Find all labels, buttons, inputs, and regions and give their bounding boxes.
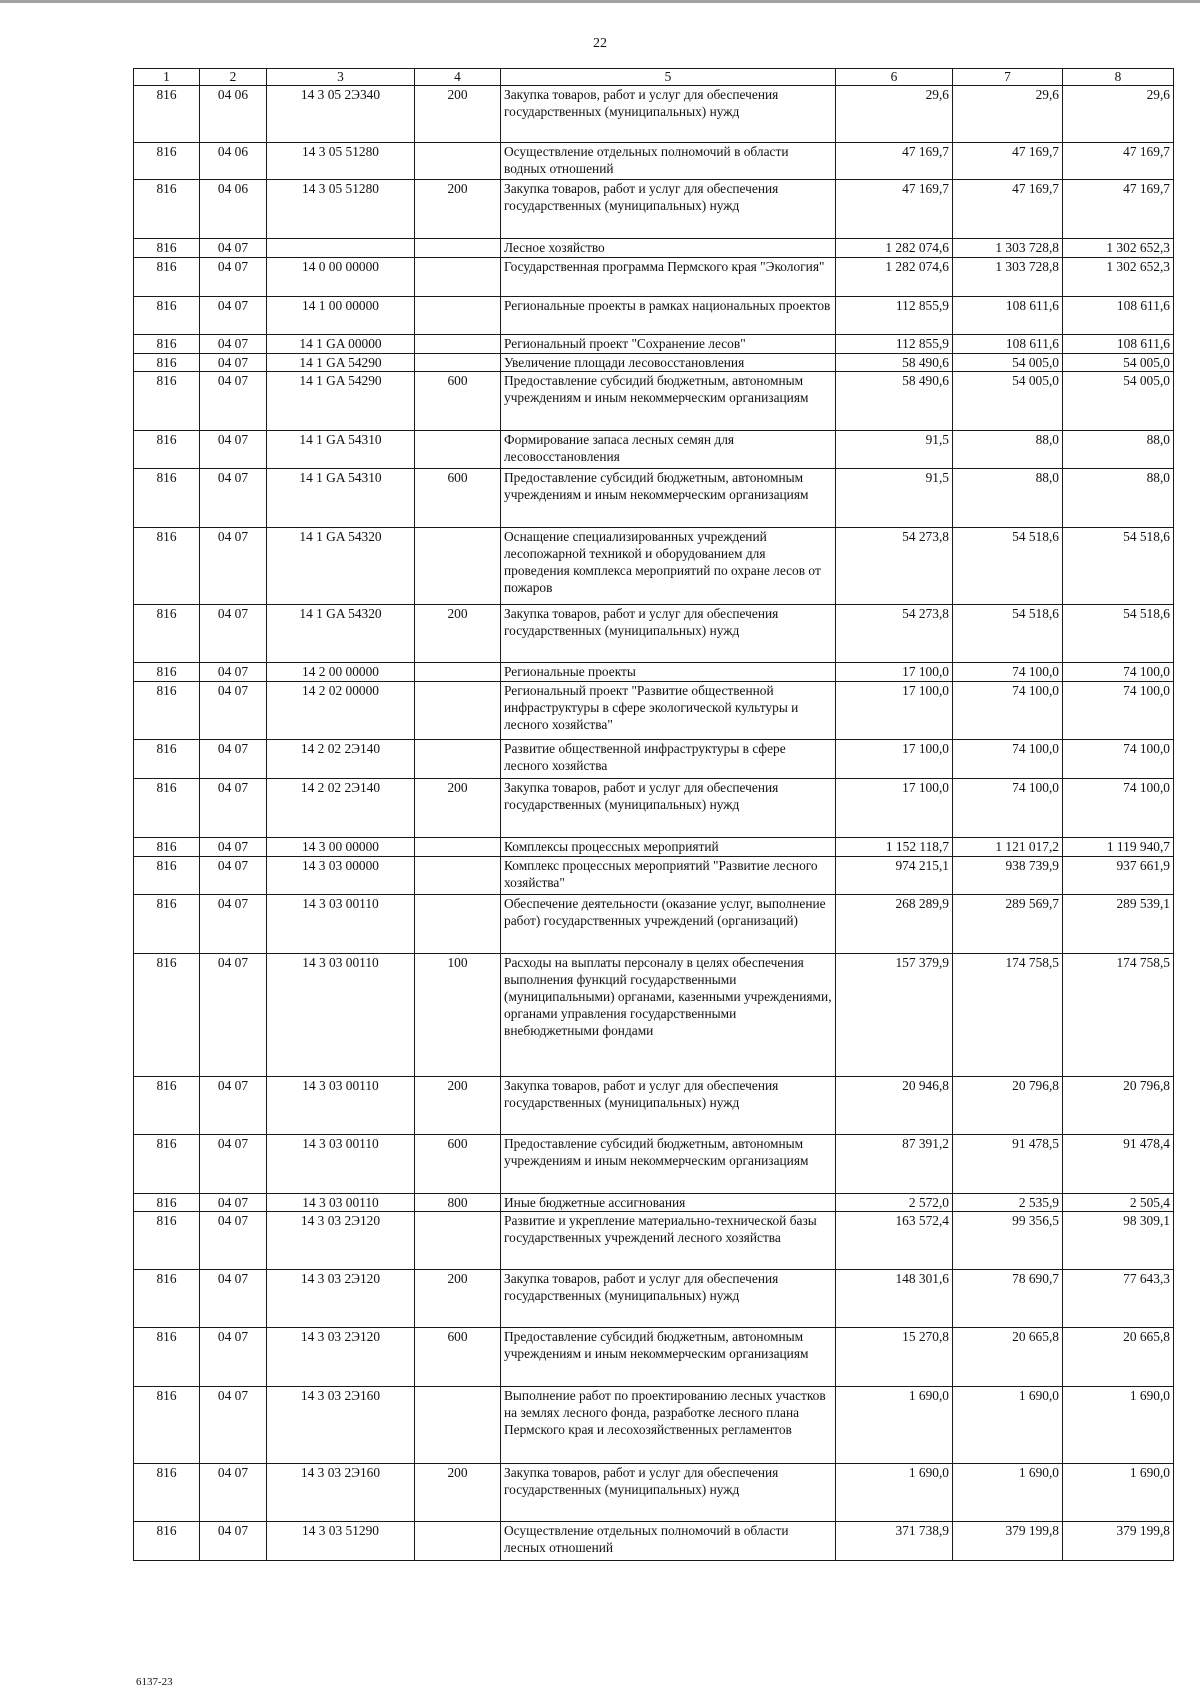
cell-ministry-code: 816 bbox=[134, 838, 200, 857]
cell-target-article: 14 0 00 00000 bbox=[267, 258, 415, 297]
cell-expense-type: 200 bbox=[415, 180, 501, 239]
cell-ministry-code: 816 bbox=[134, 857, 200, 895]
cell-ministry-code: 816 bbox=[134, 1270, 200, 1328]
cell-ministry-code: 816 bbox=[134, 239, 200, 258]
cell-description: Осуществление отдельных полномочий в области водных отношений bbox=[501, 143, 836, 180]
cell-amount-year3: 74 100,0 bbox=[1063, 740, 1174, 779]
cell-ministry-code: 816 bbox=[134, 372, 200, 431]
cell-description: Предоставление субсидий бюджетным, автономным учреждениям и иным некоммерческим организациям bbox=[501, 372, 836, 431]
cell-amount-year2: 54 005,0 bbox=[953, 372, 1063, 431]
document-code: 6137-23 bbox=[136, 1676, 173, 1688]
col-header-5: 5 bbox=[501, 69, 836, 86]
table-row bbox=[134, 1077, 1174, 1135]
cell-target-article: 14 3 03 2Э120 bbox=[267, 1212, 415, 1270]
cell-target-article: 14 1 GA 00000 bbox=[267, 335, 415, 354]
cell-amount-year1: 17 100,0 bbox=[836, 682, 953, 740]
cell-expense-type: 200 bbox=[415, 1464, 501, 1522]
cell-expense-type bbox=[415, 682, 501, 740]
cell-target-article: 14 3 03 00110 bbox=[267, 954, 415, 1077]
cell-description: Закупка товаров, работ и услуг для обеспечения государственных (муниципальных) нужд bbox=[501, 1077, 836, 1135]
cell-section-code: 04 07 bbox=[200, 1328, 267, 1387]
cell-expense-type bbox=[415, 1522, 501, 1561]
cell-description: Комплекс процессных мероприятий "Развитие лесного хозяйства" bbox=[501, 857, 836, 895]
cell-target-article: 14 1 GA 54310 bbox=[267, 469, 415, 528]
cell-amount-year1: 17 100,0 bbox=[836, 740, 953, 779]
cell-expense-type bbox=[415, 354, 501, 372]
col-header-2: 2 bbox=[200, 69, 267, 86]
cell-description: Лесное хозяйство bbox=[501, 239, 836, 258]
cell-expense-type bbox=[415, 297, 501, 335]
cell-amount-year3: 1 302 652,3 bbox=[1063, 258, 1174, 297]
cell-ministry-code: 816 bbox=[134, 469, 200, 528]
cell-target-article: 14 3 03 00110 bbox=[267, 1077, 415, 1135]
cell-description: Закупка товаров, работ и услуг для обеспечения государственных (муниципальных) нужд bbox=[501, 605, 836, 663]
budget-table bbox=[133, 68, 1174, 1561]
cell-target-article: 14 3 03 51290 bbox=[267, 1522, 415, 1561]
cell-amount-year1: 54 273,8 bbox=[836, 528, 953, 605]
table-row bbox=[134, 605, 1174, 663]
cell-description: Увеличение площади лесовосстановления bbox=[501, 354, 836, 372]
cell-section-code: 04 07 bbox=[200, 663, 267, 682]
cell-ministry-code: 816 bbox=[134, 1522, 200, 1561]
cell-amount-year1: 91,5 bbox=[836, 431, 953, 469]
cell-ministry-code: 816 bbox=[134, 1135, 200, 1194]
cell-amount-year2: 20 665,8 bbox=[953, 1328, 1063, 1387]
cell-description: Предоставление субсидий бюджетным, автономным учреждениям и иным некоммерческим организациям bbox=[501, 469, 836, 528]
cell-expense-type bbox=[415, 895, 501, 954]
cell-ministry-code: 816 bbox=[134, 1328, 200, 1387]
cell-section-code: 04 07 bbox=[200, 297, 267, 335]
cell-expense-type: 200 bbox=[415, 779, 501, 838]
cell-target-article: 14 3 03 00000 bbox=[267, 857, 415, 895]
cell-amount-year3: 54 005,0 bbox=[1063, 372, 1174, 431]
col-header-3: 3 bbox=[267, 69, 415, 86]
cell-ministry-code: 816 bbox=[134, 354, 200, 372]
cell-ministry-code: 816 bbox=[134, 258, 200, 297]
cell-section-code: 04 07 bbox=[200, 431, 267, 469]
col-header-8: 8 bbox=[1063, 69, 1174, 86]
cell-amount-year1: 20 946,8 bbox=[836, 1077, 953, 1135]
cell-expense-type bbox=[415, 143, 501, 180]
cell-target-article: 14 3 03 2Э160 bbox=[267, 1387, 415, 1464]
table-row bbox=[134, 1194, 1174, 1212]
cell-amount-year2: 379 199,8 bbox=[953, 1522, 1063, 1561]
cell-amount-year2: 54 518,6 bbox=[953, 528, 1063, 605]
table-row bbox=[134, 1464, 1174, 1522]
cell-amount-year1: 1 152 118,7 bbox=[836, 838, 953, 857]
cell-expense-type bbox=[415, 857, 501, 895]
cell-amount-year1: 112 855,9 bbox=[836, 335, 953, 354]
cell-expense-type bbox=[415, 740, 501, 779]
cell-amount-year2: 2 535,9 bbox=[953, 1194, 1063, 1212]
cell-expense-type: 600 bbox=[415, 469, 501, 528]
cell-amount-year2: 108 611,6 bbox=[953, 335, 1063, 354]
cell-description: Предоставление субсидий бюджетным, автономным учреждениям и иным некоммерческим организациям bbox=[501, 1135, 836, 1194]
table-row bbox=[134, 740, 1174, 779]
cell-amount-year2: 20 796,8 bbox=[953, 1077, 1063, 1135]
cell-description: Комплексы процессных мероприятий bbox=[501, 838, 836, 857]
cell-amount-year1: 17 100,0 bbox=[836, 663, 953, 682]
cell-amount-year3: 74 100,0 bbox=[1063, 682, 1174, 740]
cell-amount-year2: 174 758,5 bbox=[953, 954, 1063, 1077]
cell-amount-year3: 98 309,1 bbox=[1063, 1212, 1174, 1270]
cell-section-code: 04 07 bbox=[200, 895, 267, 954]
cell-target-article: 14 1 GA 54320 bbox=[267, 528, 415, 605]
cell-amount-year3: 54 518,6 bbox=[1063, 605, 1174, 663]
cell-expense-type: 200 bbox=[415, 86, 501, 143]
cell-ministry-code: 816 bbox=[134, 335, 200, 354]
cell-description: Обеспечение деятельности (оказание услуг, выполнение работ) государственных учреждений (организаций) bbox=[501, 895, 836, 954]
cell-target-article: 14 1 GA 54290 bbox=[267, 372, 415, 431]
cell-target-article: 14 3 03 2Э120 bbox=[267, 1328, 415, 1387]
cell-section-code: 04 07 bbox=[200, 682, 267, 740]
cell-section-code: 04 07 bbox=[200, 469, 267, 528]
cell-description: Оснащение специализированных учреждений лесопожарной техникой и оборудованием для проведения комплекса мероприятий по охране лесов от пожаров bbox=[501, 528, 836, 605]
cell-expense-type: 800 bbox=[415, 1194, 501, 1212]
cell-expense-type: 600 bbox=[415, 1135, 501, 1194]
cell-target-article: 14 1 GA 54290 bbox=[267, 354, 415, 372]
cell-amount-year2: 74 100,0 bbox=[953, 779, 1063, 838]
cell-section-code: 04 07 bbox=[200, 1077, 267, 1135]
cell-amount-year2: 47 169,7 bbox=[953, 143, 1063, 180]
cell-description: Закупка товаров, работ и услуг для обеспечения государственных (муниципальных) нужд bbox=[501, 1270, 836, 1328]
cell-amount-year1: 58 490,6 bbox=[836, 354, 953, 372]
table-row bbox=[134, 895, 1174, 954]
cell-section-code: 04 07 bbox=[200, 335, 267, 354]
cell-target-article bbox=[267, 239, 415, 258]
col-header-4: 4 bbox=[415, 69, 501, 86]
cell-amount-year3: 54 518,6 bbox=[1063, 528, 1174, 605]
table-row bbox=[134, 372, 1174, 431]
cell-amount-year2: 108 611,6 bbox=[953, 297, 1063, 335]
table-row bbox=[134, 954, 1174, 1077]
table-body bbox=[134, 86, 1174, 1561]
cell-ministry-code: 816 bbox=[134, 1194, 200, 1212]
cell-ministry-code: 816 bbox=[134, 143, 200, 180]
cell-amount-year1: 148 301,6 bbox=[836, 1270, 953, 1328]
cell-ministry-code: 816 bbox=[134, 954, 200, 1077]
cell-amount-year2: 99 356,5 bbox=[953, 1212, 1063, 1270]
cell-amount-year2: 1 303 728,8 bbox=[953, 258, 1063, 297]
cell-description: Формирование запаса лесных семян для лесовосстановления bbox=[501, 431, 836, 469]
cell-amount-year1: 91,5 bbox=[836, 469, 953, 528]
cell-ministry-code: 816 bbox=[134, 682, 200, 740]
table-row bbox=[134, 1328, 1174, 1387]
cell-section-code: 04 07 bbox=[200, 354, 267, 372]
cell-section-code: 04 07 bbox=[200, 779, 267, 838]
cell-amount-year2: 289 569,7 bbox=[953, 895, 1063, 954]
cell-amount-year1: 1 690,0 bbox=[836, 1464, 953, 1522]
table-row bbox=[134, 1212, 1174, 1270]
cell-ministry-code: 816 bbox=[134, 740, 200, 779]
cell-description: Предоставление субсидий бюджетным, автономным учреждениям и иным некоммерческим организациям bbox=[501, 1328, 836, 1387]
cell-expense-type bbox=[415, 239, 501, 258]
cell-amount-year3: 88,0 bbox=[1063, 431, 1174, 469]
cell-amount-year1: 2 572,0 bbox=[836, 1194, 953, 1212]
cell-section-code: 04 07 bbox=[200, 1194, 267, 1212]
cell-amount-year3: 379 199,8 bbox=[1063, 1522, 1174, 1561]
cell-section-code: 04 07 bbox=[200, 1135, 267, 1194]
cell-amount-year1: 17 100,0 bbox=[836, 779, 953, 838]
cell-expense-type: 600 bbox=[415, 1328, 501, 1387]
cell-expense-type bbox=[415, 528, 501, 605]
cell-section-code: 04 07 bbox=[200, 372, 267, 431]
cell-expense-type bbox=[415, 1387, 501, 1464]
table-row bbox=[134, 528, 1174, 605]
cell-amount-year2: 47 169,7 bbox=[953, 180, 1063, 239]
cell-amount-year3: 20 796,8 bbox=[1063, 1077, 1174, 1135]
cell-target-article: 14 1 GA 54320 bbox=[267, 605, 415, 663]
cell-expense-type: 200 bbox=[415, 1270, 501, 1328]
table-row bbox=[134, 663, 1174, 682]
cell-expense-type: 100 bbox=[415, 954, 501, 1077]
table-row bbox=[134, 258, 1174, 297]
cell-amount-year2: 1 690,0 bbox=[953, 1464, 1063, 1522]
cell-ministry-code: 816 bbox=[134, 528, 200, 605]
table-row bbox=[134, 682, 1174, 740]
cell-ministry-code: 816 bbox=[134, 1212, 200, 1270]
cell-amount-year2: 54 005,0 bbox=[953, 354, 1063, 372]
cell-ministry-code: 816 bbox=[134, 297, 200, 335]
cell-description: Расходы на выплаты персоналу в целях обеспечения выполнения функций государственными (муниципальными) органами, казенными учреждениями, органами управления государственными внебюджетными фондами bbox=[501, 954, 836, 1077]
cell-ministry-code: 816 bbox=[134, 1464, 200, 1522]
cell-target-article: 14 3 03 00110 bbox=[267, 1135, 415, 1194]
cell-amount-year2: 74 100,0 bbox=[953, 740, 1063, 779]
table-row bbox=[134, 143, 1174, 180]
cell-description: Региональные проекты в рамках национальных проектов bbox=[501, 297, 836, 335]
cell-amount-year3: 74 100,0 bbox=[1063, 779, 1174, 838]
table-row bbox=[134, 180, 1174, 239]
cell-target-article: 14 2 02 2Э140 bbox=[267, 779, 415, 838]
cell-section-code: 04 06 bbox=[200, 86, 267, 143]
cell-amount-year1: 112 855,9 bbox=[836, 297, 953, 335]
cell-target-article: 14 1 GA 54310 bbox=[267, 431, 415, 469]
cell-expense-type: 600 bbox=[415, 372, 501, 431]
cell-amount-year2: 91 478,5 bbox=[953, 1135, 1063, 1194]
cell-description: Развитие и укрепление материально-технической базы государственных учреждений лесного хозяйства bbox=[501, 1212, 836, 1270]
header-row bbox=[134, 69, 1174, 86]
cell-section-code: 04 07 bbox=[200, 1387, 267, 1464]
cell-description: Закупка товаров, работ и услуг для обеспечения государственных (муниципальных) нужд bbox=[501, 779, 836, 838]
cell-amount-year3: 1 690,0 bbox=[1063, 1387, 1174, 1464]
cell-amount-year3: 108 611,6 bbox=[1063, 335, 1174, 354]
cell-section-code: 04 07 bbox=[200, 1522, 267, 1561]
cell-section-code: 04 07 bbox=[200, 239, 267, 258]
cell-target-article: 14 3 00 00000 bbox=[267, 838, 415, 857]
cell-amount-year3: 77 643,3 bbox=[1063, 1270, 1174, 1328]
cell-amount-year3: 20 665,8 bbox=[1063, 1328, 1174, 1387]
table-row bbox=[134, 239, 1174, 258]
cell-section-code: 04 07 bbox=[200, 1270, 267, 1328]
cell-amount-year3: 1 690,0 bbox=[1063, 1464, 1174, 1522]
cell-section-code: 04 07 bbox=[200, 838, 267, 857]
cell-target-article: 14 1 00 00000 bbox=[267, 297, 415, 335]
cell-description: Выполнение работ по проектированию лесных участков на землях лесного фонда, разработке лесного плана Пермского края и лесохозяйственных регламентов bbox=[501, 1387, 836, 1464]
cell-amount-year3: 1 302 652,3 bbox=[1063, 239, 1174, 258]
cell-ministry-code: 816 bbox=[134, 86, 200, 143]
cell-target-article: 14 3 05 51280 bbox=[267, 180, 415, 239]
cell-amount-year2: 78 690,7 bbox=[953, 1270, 1063, 1328]
cell-amount-year3: 2 505,4 bbox=[1063, 1194, 1174, 1212]
cell-amount-year3: 174 758,5 bbox=[1063, 954, 1174, 1077]
table-row bbox=[134, 86, 1174, 143]
cell-ministry-code: 816 bbox=[134, 779, 200, 838]
cell-amount-year2: 88,0 bbox=[953, 469, 1063, 528]
cell-section-code: 04 07 bbox=[200, 1464, 267, 1522]
cell-description: Развитие общественной инфраструктуры в сфере лесного хозяйства bbox=[501, 740, 836, 779]
cell-description: Закупка товаров, работ и услуг для обеспечения государственных (муниципальных) нужд bbox=[501, 180, 836, 239]
cell-amount-year3: 937 661,9 bbox=[1063, 857, 1174, 895]
cell-amount-year1: 87 391,2 bbox=[836, 1135, 953, 1194]
cell-amount-year3: 47 169,7 bbox=[1063, 180, 1174, 239]
cell-section-code: 04 06 bbox=[200, 180, 267, 239]
table-row bbox=[134, 431, 1174, 469]
cell-target-article: 14 3 03 00110 bbox=[267, 1194, 415, 1212]
cell-description: Осуществление отдельных полномочий в области лесных отношений bbox=[501, 1522, 836, 1561]
table-row bbox=[134, 838, 1174, 857]
cell-amount-year2: 938 739,9 bbox=[953, 857, 1063, 895]
cell-amount-year2: 1 690,0 bbox=[953, 1387, 1063, 1464]
cell-target-article: 14 3 03 2Э160 bbox=[267, 1464, 415, 1522]
cell-amount-year1: 163 572,4 bbox=[836, 1212, 953, 1270]
cell-description: Закупка товаров, работ и услуг для обеспечения государственных (муниципальных) нужд bbox=[501, 1464, 836, 1522]
cell-amount-year2: 54 518,6 bbox=[953, 605, 1063, 663]
cell-amount-year1: 15 270,8 bbox=[836, 1328, 953, 1387]
cell-description: Региональный проект "Сохранение лесов" bbox=[501, 335, 836, 354]
cell-amount-year1: 47 169,7 bbox=[836, 143, 953, 180]
cell-amount-year1: 47 169,7 bbox=[836, 180, 953, 239]
col-header-1: 1 bbox=[134, 69, 200, 86]
cell-target-article: 14 2 02 2Э140 bbox=[267, 740, 415, 779]
cell-description: Закупка товаров, работ и услуг для обеспечения государственных (муниципальных) нужд bbox=[501, 86, 836, 143]
cell-section-code: 04 07 bbox=[200, 954, 267, 1077]
cell-expense-type bbox=[415, 663, 501, 682]
cell-amount-year2: 1 303 728,8 bbox=[953, 239, 1063, 258]
table-row bbox=[134, 1135, 1174, 1194]
cell-amount-year1: 58 490,6 bbox=[836, 372, 953, 431]
scan-edge bbox=[0, 0, 1200, 3]
cell-amount-year3: 74 100,0 bbox=[1063, 663, 1174, 682]
cell-expense-type: 200 bbox=[415, 1077, 501, 1135]
table-row bbox=[134, 469, 1174, 528]
cell-amount-year1: 29,6 bbox=[836, 86, 953, 143]
cell-amount-year1: 371 738,9 bbox=[836, 1522, 953, 1561]
cell-ministry-code: 816 bbox=[134, 663, 200, 682]
cell-ministry-code: 816 bbox=[134, 431, 200, 469]
cell-expense-type bbox=[415, 258, 501, 297]
page-number: 22 bbox=[593, 36, 607, 51]
cell-section-code: 04 07 bbox=[200, 857, 267, 895]
cell-expense-type bbox=[415, 335, 501, 354]
cell-ministry-code: 816 bbox=[134, 1077, 200, 1135]
cell-section-code: 04 07 bbox=[200, 740, 267, 779]
cell-amount-year2: 74 100,0 bbox=[953, 663, 1063, 682]
table-row bbox=[134, 354, 1174, 372]
cell-amount-year3: 47 169,7 bbox=[1063, 143, 1174, 180]
table-row bbox=[134, 1387, 1174, 1464]
table-row bbox=[134, 335, 1174, 354]
cell-amount-year1: 1 282 074,6 bbox=[836, 239, 953, 258]
cell-expense-type bbox=[415, 1212, 501, 1270]
cell-amount-year2: 1 121 017,2 bbox=[953, 838, 1063, 857]
cell-amount-year3: 54 005,0 bbox=[1063, 354, 1174, 372]
cell-amount-year3: 29,6 bbox=[1063, 86, 1174, 143]
cell-ministry-code: 816 bbox=[134, 605, 200, 663]
cell-amount-year2: 74 100,0 bbox=[953, 682, 1063, 740]
cell-description: Региональный проект "Развитие общественной инфраструктуры в сфере экологической культуры и лесного хозяйства" bbox=[501, 682, 836, 740]
cell-expense-type bbox=[415, 838, 501, 857]
cell-target-article: 14 3 05 51280 bbox=[267, 143, 415, 180]
col-header-6: 6 bbox=[836, 69, 953, 86]
cell-section-code: 04 07 bbox=[200, 605, 267, 663]
cell-amount-year1: 268 289,9 bbox=[836, 895, 953, 954]
cell-amount-year2: 88,0 bbox=[953, 431, 1063, 469]
cell-amount-year1: 54 273,8 bbox=[836, 605, 953, 663]
cell-description: Иные бюджетные ассигнования bbox=[501, 1194, 836, 1212]
cell-section-code: 04 06 bbox=[200, 143, 267, 180]
cell-target-article: 14 2 00 00000 bbox=[267, 663, 415, 682]
table-row bbox=[134, 1522, 1174, 1561]
cell-expense-type bbox=[415, 431, 501, 469]
col-header-7: 7 bbox=[953, 69, 1063, 86]
cell-amount-year1: 157 379,9 bbox=[836, 954, 953, 1077]
cell-amount-year3: 91 478,4 bbox=[1063, 1135, 1174, 1194]
cell-section-code: 04 07 bbox=[200, 258, 267, 297]
cell-expense-type: 200 bbox=[415, 605, 501, 663]
table-row bbox=[134, 1270, 1174, 1328]
cell-amount-year3: 289 539,1 bbox=[1063, 895, 1174, 954]
cell-description: Государственная программа Пермского края "Экология" bbox=[501, 258, 836, 297]
table-row bbox=[134, 297, 1174, 335]
cell-amount-year3: 88,0 bbox=[1063, 469, 1174, 528]
cell-description: Региональные проекты bbox=[501, 663, 836, 682]
cell-section-code: 04 07 bbox=[200, 1212, 267, 1270]
cell-amount-year1: 974 215,1 bbox=[836, 857, 953, 895]
table-row bbox=[134, 779, 1174, 838]
cell-target-article: 14 3 03 2Э120 bbox=[267, 1270, 415, 1328]
cell-ministry-code: 816 bbox=[134, 1387, 200, 1464]
cell-target-article: 14 2 02 00000 bbox=[267, 682, 415, 740]
cell-amount-year2: 29,6 bbox=[953, 86, 1063, 143]
cell-amount-year1: 1 690,0 bbox=[836, 1387, 953, 1464]
cell-amount-year3: 108 611,6 bbox=[1063, 297, 1174, 335]
cell-ministry-code: 816 bbox=[134, 180, 200, 239]
cell-target-article: 14 3 03 00110 bbox=[267, 895, 415, 954]
cell-ministry-code: 816 bbox=[134, 895, 200, 954]
cell-section-code: 04 07 bbox=[200, 528, 267, 605]
cell-amount-year1: 1 282 074,6 bbox=[836, 258, 953, 297]
table-row bbox=[134, 857, 1174, 895]
cell-amount-year3: 1 119 940,7 bbox=[1063, 838, 1174, 857]
cell-target-article: 14 3 05 2Э340 bbox=[267, 86, 415, 143]
